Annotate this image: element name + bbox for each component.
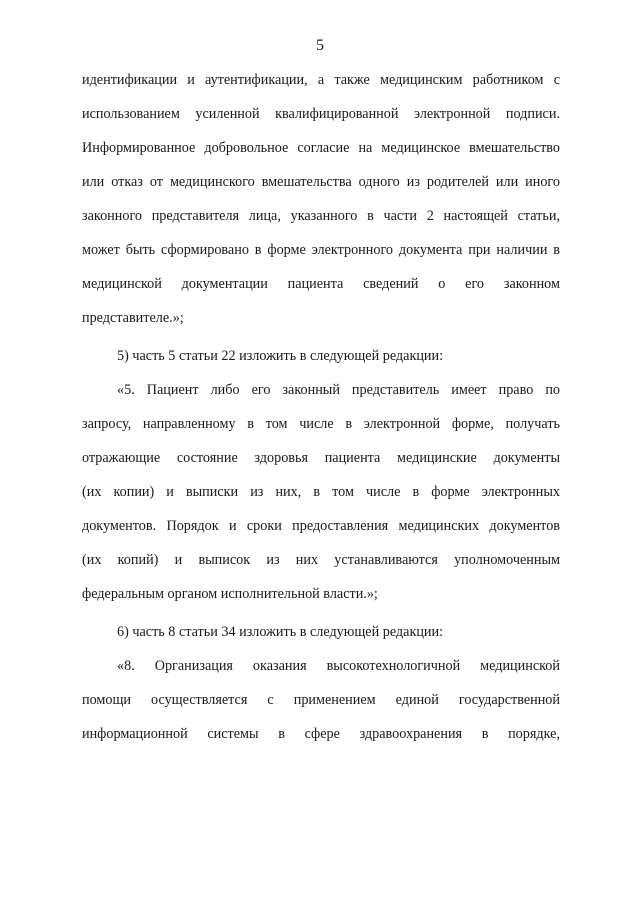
text-line: законного представителя лица, указанного в части 2 настоящей статьи, [82, 208, 560, 224]
text-line: информационной системы в сфере здравоохранения в порядке, [82, 726, 560, 742]
text-line: «5. Пациент либо его законный представитель имеет право по [117, 382, 560, 398]
text-line: 5) часть 5 статьи 22 изложить в следующей редакции: [117, 348, 444, 364]
text-line: «8. Организация оказания высокотехнологичной медицинской [117, 658, 560, 674]
text-line: Информированное добровольное согласие на медицинское вмешательство [82, 140, 560, 156]
text-line: помощи осуществляется с применением единой государственной [82, 692, 560, 708]
text-line: федеральным органом исполнительной власти.»; [82, 586, 378, 602]
text-line: может быть сформировано в форме электронного документа при наличии в [82, 242, 560, 258]
text-line: или отказ от медицинского вмешательства одного из родителей или иного [82, 174, 560, 190]
text-line: идентификации и аутентификации, а также медицинским работником с [82, 72, 560, 88]
text-line: (их копий) и выписок из них устанавливаются уполномоченным [82, 552, 560, 568]
text-line: (их копии) и выписки из них, в том числе в форме электронных [82, 484, 560, 500]
text-line: использованием усиленной квалифицированной электронной подписи. [82, 106, 560, 122]
text-line: отражающие состояние здоровья пациента медицинские документы [82, 450, 560, 466]
page-number: 5 [316, 37, 324, 54]
text-line: запросу, направленному в том числе в электронной форме, получать [82, 416, 560, 432]
text-line: 6) часть 8 статьи 34 изложить в следующей редакции: [117, 624, 444, 640]
text-line: документов. Порядок и сроки предоставления медицинских документов [82, 518, 560, 534]
text-line: представителе.»; [82, 310, 184, 326]
text-line: медицинской документации пациента сведений о его законном [82, 276, 560, 292]
